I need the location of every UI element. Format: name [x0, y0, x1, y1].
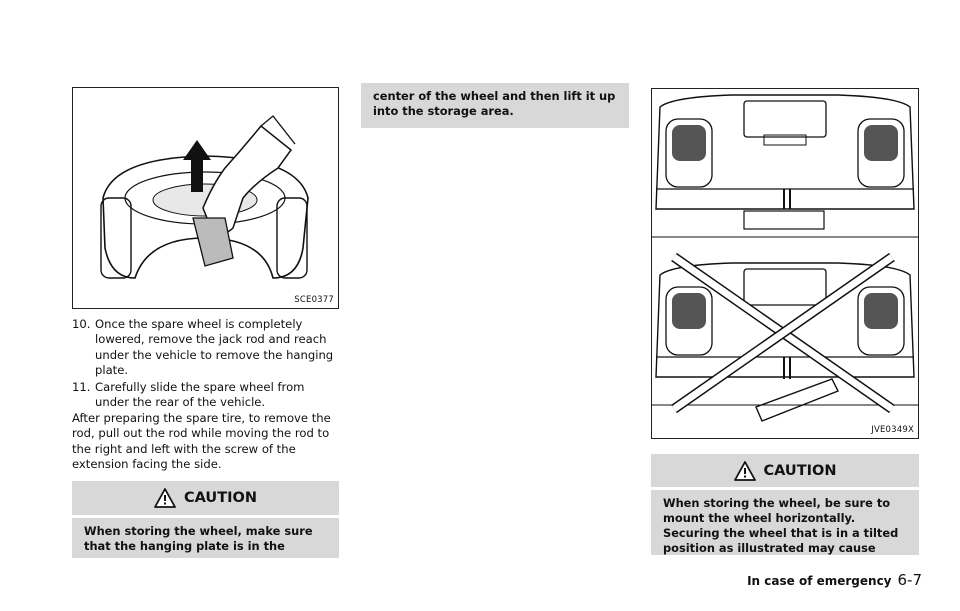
instruction-paragraph: After preparing the spare tire, to remove the rod, pull out the rod while moving the rod to the right and left with the screw of the extension facing the side. — [72, 411, 331, 471]
step-text: Once the spare wheel is completely lowered, remove the jack rod and reach under the vehicle to remove the hanging plate. — [95, 317, 334, 377]
caution-text: When storing the wheel, be sure to mount the wheel horizontally. Securing the wheel that is in a tilted position as illustrated may cause — [663, 496, 899, 555]
list-item — [72, 380, 340, 411]
step-number: 11. — [72, 380, 91, 395]
caution-header — [72, 481, 339, 515]
caution-header — [651, 454, 919, 487]
figure-wheel-storage — [651, 88, 919, 439]
page-footer — [747, 571, 922, 589]
section-title: In case of emergency — [747, 574, 892, 588]
figure-code: JVE0349X — [871, 425, 914, 435]
warning-triangle-icon — [734, 461, 756, 481]
figure-code: SCE0377 — [294, 295, 334, 305]
step-number: 10. — [72, 317, 91, 331]
steps-list — [72, 317, 340, 413]
warning-triangle-icon — [154, 488, 176, 508]
caution-title: CAUTION — [763, 462, 837, 479]
list-item — [72, 317, 340, 378]
caution-body — [651, 490, 919, 555]
caution-title: CAUTION — [184, 490, 257, 506]
step-text: Carefully slide the spare wheel from under the rear of the vehicle. — [95, 380, 305, 410]
vehicle-rear-illustration — [652, 89, 918, 438]
page-number: 6-7 — [897, 571, 922, 589]
spare-wheel-illustration — [73, 88, 338, 308]
caution-text: When storing the wheel, make sure that the hanging plate is in the — [84, 524, 313, 553]
correct-storage-view — [652, 95, 918, 237]
caution-body — [72, 518, 339, 558]
caution-body-continued — [361, 83, 629, 128]
figure-spare-wheel-lift — [72, 87, 339, 309]
caution-text: center of the wheel and then lift it up into the storage area. — [373, 89, 616, 118]
